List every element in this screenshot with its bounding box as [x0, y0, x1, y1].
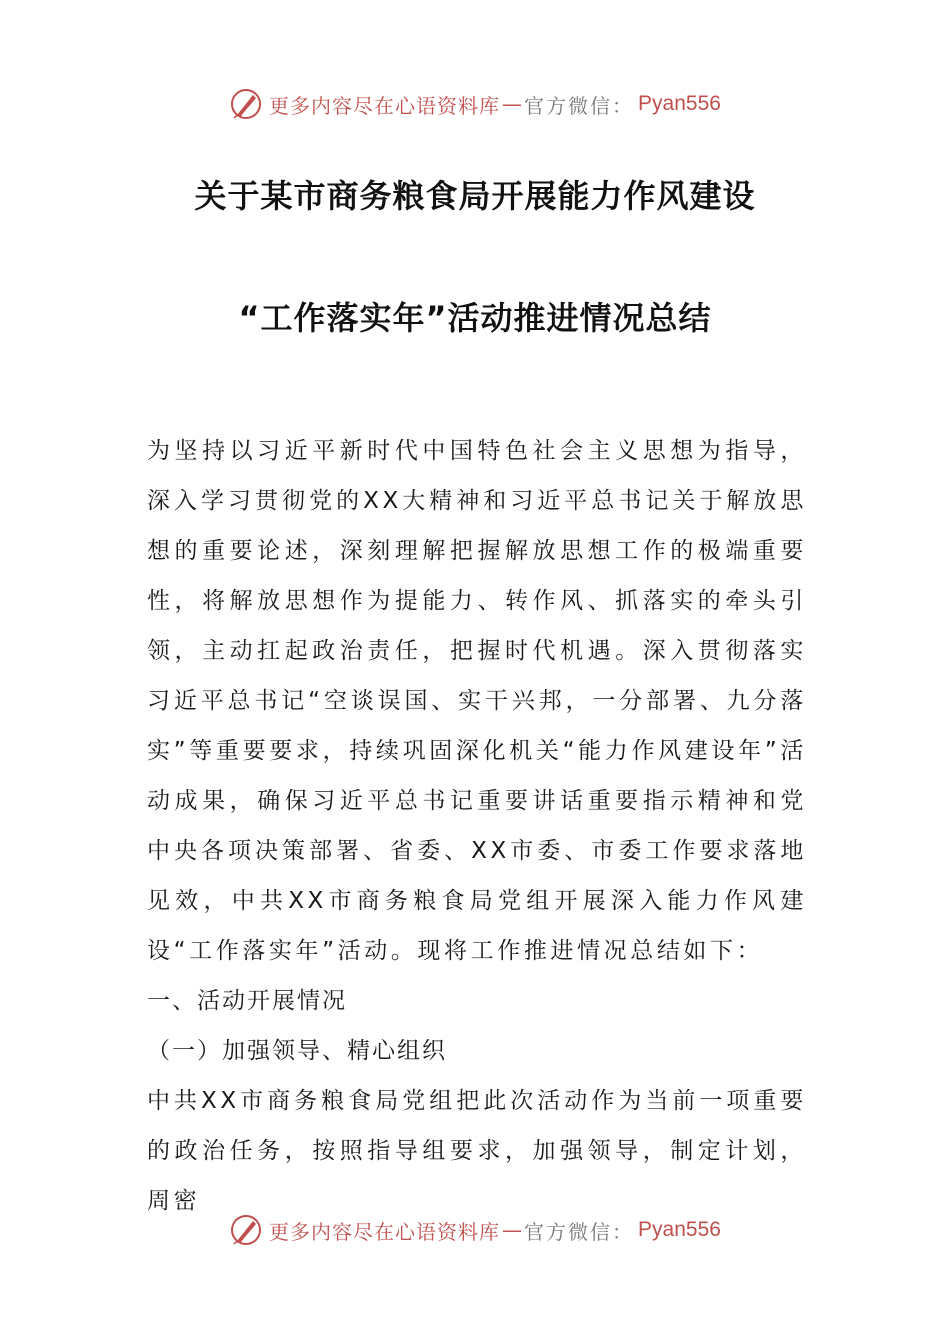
- watermark-wechat-id: Pyan556: [638, 92, 721, 115]
- watermark-dash: —: [502, 1218, 523, 1242]
- watermark-wechat-label: 官方微信：: [524, 1219, 635, 1244]
- watermark-site-text: 更多内容尽在心语资料库: [269, 1219, 501, 1244]
- quill-pen-logo-icon: [229, 87, 263, 121]
- watermark-dash: —: [502, 92, 523, 116]
- document-title-line2: “工作落实年”活动推进情况总结: [238, 299, 712, 337]
- subsection-heading: （一）加强领导、精心组织: [147, 1038, 447, 1064]
- watermark-wechat-label: 官方微信：: [524, 93, 635, 118]
- watermark-header: [0, 82, 950, 126]
- paragraph-body: 中共XX市商务粮食局党组把此次活动作为当前一项重要的政治任务，按照指导组要求，加强领导，制定计划，周密: [147, 1088, 807, 1214]
- watermark-site-text: 更多内容尽在心语资料库: [269, 93, 501, 118]
- section-heading: 一、活动开展情况: [147, 988, 347, 1014]
- watermark-wechat-id: Pyan556: [638, 1218, 721, 1241]
- document-title-line1: 关于某市商务粮食局开展能力作风建设: [194, 177, 756, 215]
- quill-pen-logo-icon: [229, 1213, 263, 1247]
- document-body: [147, 426, 807, 1226]
- watermark-footer: [0, 1208, 950, 1252]
- paragraph-intro: 为坚持以习近平新时代中国特色社会主义思想为指导，深入学习贯彻党的XX大精神和习近平总书记关于解放思想的重要论述，深刻理解把握解放思想工作的极端重要性，将解放思想作为提能力、转作风、抓落实的牵头引领，主动扛起政治责任，把握时代机遇。深入贯彻落实习近平总书记“空谈误国、实干兴邦，一分部署、九分落实”等重要要求，持续巩固深化机关“能力作风建设年”活动成果，确保习近平总书记重要讲话重要指示精神和党中央各项决策部署、省委、XX市委、市委工作要求落地见效，中共XX市商务粮食局党组开展深入能力作风建设“工作落实年”活动。现将工作推进情况总结如下：: [147, 438, 807, 964]
